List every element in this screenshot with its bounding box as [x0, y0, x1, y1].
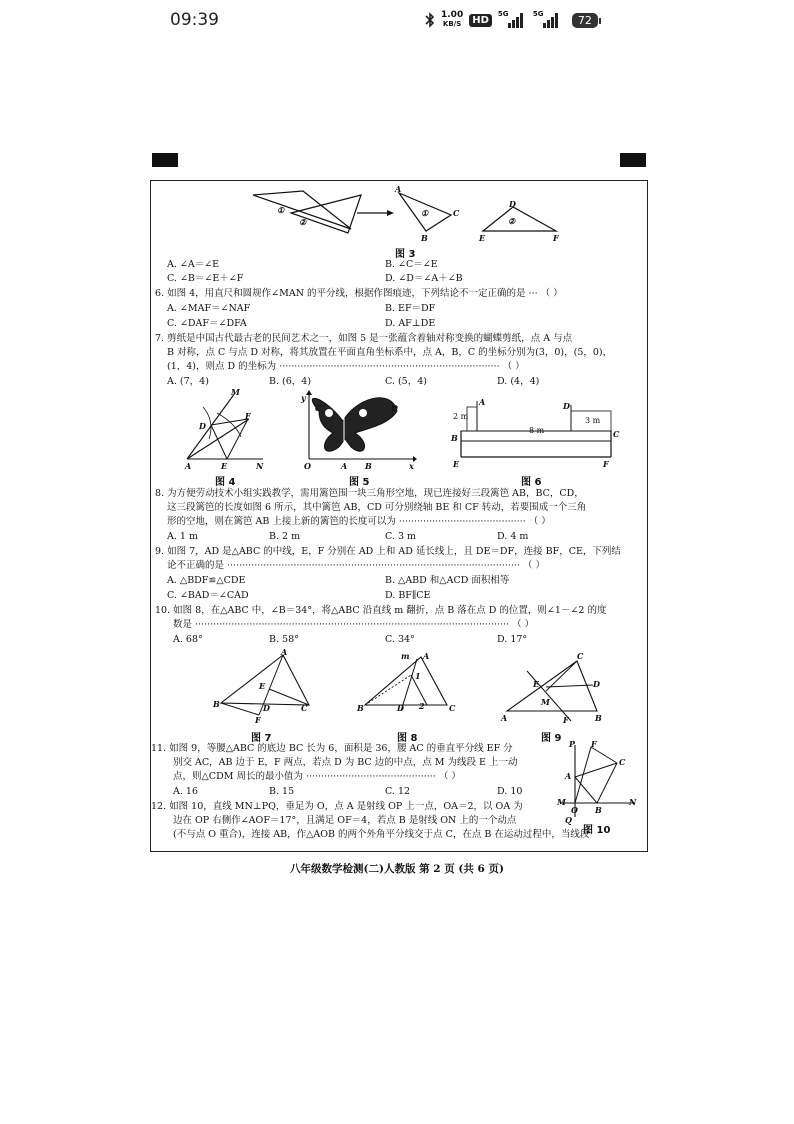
- q8-stem-line-1: 8. 为方便劳动技术小组实践教学，需用篱笆围一块三角形空地，现已连接好三段篱笆 AB，BC，CD，: [155, 488, 584, 499]
- q8-option-d: D. 4 m: [497, 531, 529, 542]
- scan-marker-left: [152, 153, 178, 167]
- q8-option-b: B. 2 m: [269, 531, 301, 542]
- fig6-length-ab: 2 m: [453, 412, 469, 421]
- q11-stem-line-3: 点，则△CDM 周长的最小值为 ··········································· （ ）: [173, 771, 461, 782]
- q9-option-d: D. BF∥CE: [385, 590, 431, 601]
- q12-stem-line-2: 边在 OP 右侧作∠AOF＝17°，且满足 OF＝4，若点 B 是射线 ON 上的一个动点: [173, 815, 517, 826]
- bluetooth-icon: [425, 12, 435, 28]
- fig6-length-cd: 3 m: [585, 416, 601, 425]
- q8-option-c: C. 3 m: [385, 531, 417, 542]
- q9-option-b: B. △ABD 和△ACD 面积相等: [385, 575, 510, 586]
- hd-voice-badge: HD: [469, 14, 492, 27]
- q6-option-c: C. ∠DAF＝∠DFA: [167, 318, 247, 329]
- q11-option-d: D. 10: [497, 786, 523, 797]
- status-bar: [0, 0, 794, 40]
- q6-option-a: A. ∠MAF＝∠NAF: [167, 303, 251, 314]
- figure-3-caption: 图 3: [395, 249, 416, 260]
- exam-page: ① ② A C B ① D ② E F 图 3 A. ∠A＝∠E B. ∠C＝∠E C. ∠B＝∠E＋∠F D. ∠D＝∠A＋∠B 6. 如图 4，用直尺和圆规作∠MAN 的平分线，根据作图痕迹，下列结论不一定正确的是 ··· （ ） A. ∠MAF＝∠NAF B. EF＝DF C. ∠DAF＝∠DFA D. AF⊥DE 7. 剪纸是中国古代最古老的民间艺术之一，如图 5 是一张蕴含着轴对称变换的蝴蝶剪纸，点 A 与点 B 对称，点 C 与点 D 对称，将其放置在平面直角坐标系中，点 A，B，C 的坐标分别为(3，0)，(5，0)， (1，4)，则点 D 的坐标为 ········································································· （ ） A. (7，4) B. (6，4) C. (5，4) D. (4，4) M F D A E N 图 4 C D O A B x y 图 5 A B E D C F 2 m 8 m 3 m 图 6 8. 为方便劳动技术小组实践教学，需用篱笆围一块三角形空地，现已连接好三段篱笆 AB，BC，CD， 这三段篱笆的长度如图 6 所示，其中篱笆 AB，CD 可分别绕轴 BE 和 CF 转动，若要围成一个三角 形的空地，则在篱笆 AB 上接上新的篱笆的长度可以为 ·········································· （ ） A. 1 m B. 2 m C. 3 m D. 4 m 9. 如图 7，AD 是△ABC 的中线，E，F 分别在 AD 上和 AD 延长线上，且 DE＝DF，连接 BF，CE，下列结 论不正确的是 ································································································· （ ） A. △BDF≌△CDE B. △ABD 和△ACD 面积相等 C. ∠BAD＝∠CAD D. BF∥CE 10. 如图 8，在△ABC 中，∠B＝34°，将△ABC 沿直线 m 翻折，点 B 落在点 D 的位置，则∠1－∠2 的度 数是 ········································································································ （ ） A. 68° B. 58° C. 34° D. 17° A E B D C F 图 7 m A 1 2 D B C 图 8 C E D M A F B 图 9 11. 如图 9，等腰△ABC 的底边 BC 长为 6，面积是 36，腰 AC 的垂直平分线 EF 分 别交 AC，AB 边于 E，F 两点，若点 D 为 BC 边的中点，点 M 为线段 E 上一动 点，则△CDM 周长的最小值为 ··········································· （ ） A. 16 B. 15 C. 12 D. 10 12. 如图 10，直线 MN⊥PQ，垂足为 O，点 A 是射线 OP 上一点，OA＝2，以 OA 为 边在 OP 右侧作∠AOF＝17°，且满足 OF＝4，若点 B 是射线 ON 上的一个动点 (不与点 O 重合)，连接 AB，作△AOB 的两个外角平分线交于点 C，在点 B 在运动过程中，当线段 P F C A M O B N Q 图 10: [150, 180, 648, 852]
- q6-option-b: B. EF＝DF: [385, 303, 436, 314]
- q11-option-c: C. 12: [385, 786, 411, 797]
- q6-option-d: D. AF⊥DE: [385, 318, 436, 329]
- scan-marker-right: [620, 153, 646, 167]
- q12-stem-line-1: 12. 如图 10，直线 MN⊥PQ，垂足为 O，点 A 是射线 OP 上一点，OA＝2，以 OA 为: [151, 801, 523, 812]
- q9-stem-line-1: 9. 如图 7，AD 是△ABC 的中线，E，F 分别在 AD 上和 AD 延长线上，且 DE＝DF，连接 BF，CE，下列结: [155, 546, 621, 557]
- q6-stem: 6. 如图 4，用直尺和圆规作∠MAN 的平分线，根据作图痕迹，下列结论不一定正确的是 ··· （ ）: [155, 288, 563, 299]
- q7-option-b: B. (6，4): [269, 376, 312, 387]
- q7-option-a: A. (7，4): [167, 376, 209, 387]
- q8-stem-line-3: 形的空地，则在篱笆 AB 上接上新的篱笆的长度可以为 ·········································· （ ）: [167, 516, 551, 527]
- q10-option-d: D. 17°: [497, 634, 528, 645]
- q7-stem-line-1: 7. 剪纸是中国古代最古老的民间艺术之一，如图 5 是一张蕴含着轴对称变换的蝴蝶剪纸，点 A 与点: [155, 333, 573, 344]
- q9-stem-line-2: 论不正确的是 ································································································· （ ）: [167, 560, 545, 571]
- q10-stem-line-2: 数是 ········································································································ （ ）: [173, 619, 535, 630]
- figure-6-caption: 图 6: [521, 477, 542, 488]
- signal-sim1-icon: 5G: [508, 12, 523, 28]
- q9-option-a: A. △BDF≌△CDE: [167, 575, 246, 586]
- page-footer: 八年级数学检测(二)人教版 第 2 页 (共 6 页): [290, 863, 504, 875]
- q7-stem-line-3: (1，4)，则点 D 的坐标为 ········································································· （ ）: [167, 361, 525, 372]
- q10-option-a: A. 68°: [173, 634, 203, 645]
- q5-option-b: B. ∠C＝∠E: [385, 259, 438, 270]
- q7-option-c: C. (5，4): [385, 376, 427, 387]
- status-time: 09:39: [170, 10, 219, 30]
- q10-stem-line-1: 10. 如图 8，在△ABC 中，∠B＝34°，将△ABC 沿直线 m 翻折，点 B 落在点 D 的位置，则∠1－∠2 的度: [155, 605, 607, 616]
- figure-9-caption: 图 9: [541, 733, 562, 744]
- q7-option-d: D. (4，4): [497, 376, 540, 387]
- battery-indicator: 72: [572, 13, 598, 28]
- q12-stem-line-3: (不与点 O 重合)，连接 AB，作△AOB 的两个外角平分线交于点 C，在点 B 在运动过程中，当线段: [173, 829, 590, 840]
- q8-stem-line-2: 这三段篱笆的长度如图 6 所示，其中篱笆 AB，CD 可分别绕轴 BE 和 CF 转动，若要围成一个三角: [167, 502, 587, 513]
- q7-stem-line-2: B 对称，点 C 与点 D 对称，将其放置在平面直角坐标系中，点 A，B，C 的坐标分别为(3，0)，(5，0)，: [167, 347, 613, 358]
- q11-option-b: B. 15: [269, 786, 295, 797]
- q9-option-c: C. ∠BAD＝∠CAD: [167, 590, 249, 601]
- figure-10: [151, 181, 647, 851]
- q8-option-a: A. 1 m: [167, 531, 198, 542]
- q11-stem-line-1: 11. 如图 9，等腰△ABC 的底边 BC 长为 6，面积是 36，腰 AC 的垂直平分线 EF 分: [151, 743, 513, 754]
- status-icons: [425, 8, 598, 32]
- figure-4-caption: 图 4: [215, 477, 236, 488]
- figure-5-caption: 图 5: [349, 477, 370, 488]
- network-speed: 1.00 KB/S: [441, 10, 464, 28]
- q10-option-c: C. 34°: [385, 634, 415, 645]
- signal-sim2-icon: 5G: [543, 12, 558, 28]
- fig6-length-bc: 8 m: [529, 426, 545, 435]
- figure-8-caption: 图 8: [397, 733, 418, 744]
- figure-7-caption: 图 7: [251, 733, 272, 744]
- q11-option-a: A. 16: [173, 786, 198, 797]
- q10-option-b: B. 58°: [269, 634, 299, 645]
- q5-option-d: D. ∠D＝∠A＋∠B: [385, 273, 463, 284]
- q5-option-c: C. ∠B＝∠E＋∠F: [167, 273, 244, 284]
- figure-10-caption: 图 10: [583, 825, 611, 836]
- q11-stem-line-2: 别交 AC，AB 边于 E，F 两点，若点 D 为 BC 边的中点，点 M 为线段 E 上一动: [173, 757, 518, 768]
- q5-option-a: A. ∠A＝∠E: [167, 259, 220, 270]
